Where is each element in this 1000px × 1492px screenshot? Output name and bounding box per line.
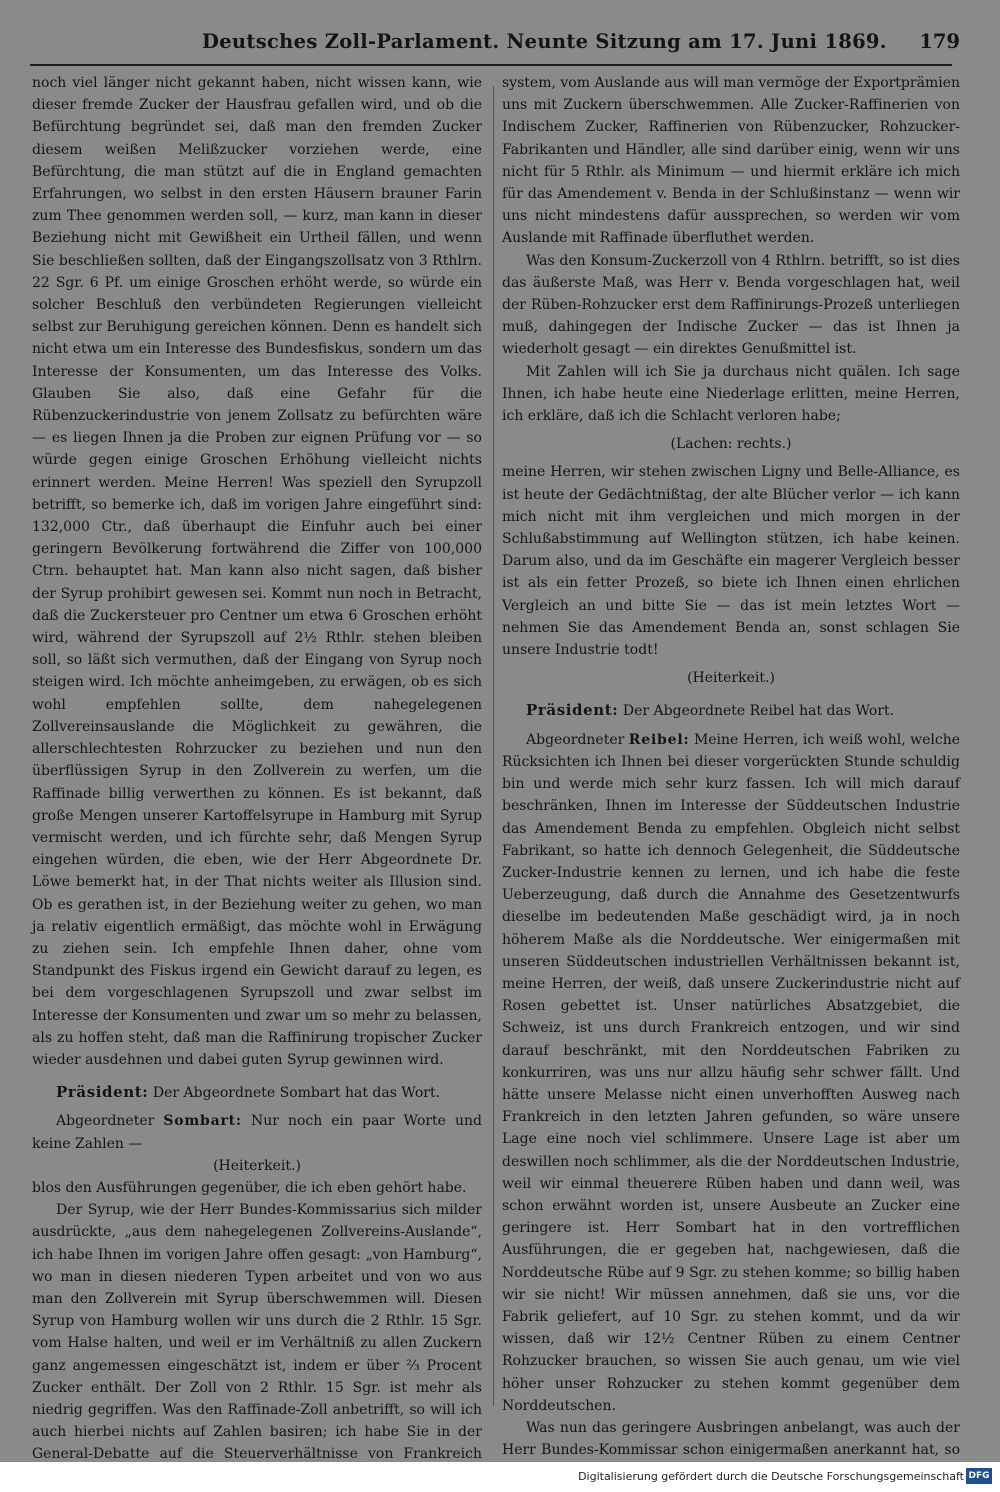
right-column <box>502 72 960 1462</box>
paragraph: blos den Ausführungen gegenüber, die ich eben gehört habe. <box>32 1179 467 1196</box>
speaker-paragraph <box>32 1081 482 1104</box>
paragraph: Der Syrup, wie der Herr Bundes-Kommissarius sich milder ausdrückte, „aus dem nahegelegenen Zollvereins-Auslande“, ich habe Ihnen im vorigen Jahre offen gesagt: „von Hamburg“, wo man in diesen niederen Typen arbeitet und von wo aus man den Zollverein mit Syrup überschwemmen will. Diesen Syrup von Hamburg wollen wir uns durch die 2 Rthlr. 15 Sgr. vom Halse halten, und weil er im Verhältniß zu allen Zuckern ganz angemessen eingeschätzt ist, indem er über ⅔ Procent Zucker enthält. Der Zoll von 2 Rthlr. 15 Sgr. ist mehr als niedrig gegriffen. Was den Raffinade-Zoll anbetrifft, so will ich auch hierbei nichts auf Zahlen basiren; ich habe Sie in der General-Debatte auf die Steuerverhältnisse von Frankreich <box>32 1202 482 1462</box>
dfg-logo: DFG <box>966 1468 992 1484</box>
header-rule <box>30 64 952 66</box>
footer-bar <box>0 1462 1000 1492</box>
speaker-name: Sombart: <box>163 1113 242 1130</box>
paragraph: Was nun das geringere Ausbringen anbelangt, was auch der Herr Bundes-Kommissar schon einigermaßen anerkannt hat, so <box>502 1419 960 1459</box>
funding-credit: Digitalisierung gefördert durch die Deutsche Forschungsgemeinschaft <box>578 1470 964 1483</box>
speaker-label: Präsident: <box>526 701 619 720</box>
interjection: (Heiterkeit.) <box>213 1157 301 1174</box>
speaker-title: Abgeordneter <box>56 1113 155 1130</box>
speaker-name: Reibel: <box>628 731 690 748</box>
speech-text: Der Abgeordnete Sombart hat das Wort. <box>152 1085 441 1102</box>
speech-text: Meine Herren, ich weiß wohl, welche Rücksichten ich Ihnen bei dieser vorgerückten Stunde schuldig bin und werde mich sehr kurz fassen. Ich will mich darauf beschränken, Ihnen im Interesse der Süddeutschen Industrie das Amendement Benda zu empfehlen. Obgleich nicht selbst Fabrikant, so hatte ich dennoch Gelegenheit, die Süddeutsche Zucker-Industrie kennen zu lernen, und ich habe die feste Ueberzeugung, daß durch die Annahme des Gesetzentwurfs dieselbe im bedeutenden Maße geschädigt wird, ja in noch höherem Maße als die Norddeutsche. Wer einigermaßen mit unseren Süddeutschen industriellen Verhältnissen bekannt ist, meine Herren, der weiß, daß unsere Zuckerindustrie nicht auf Rosen gebettet ist. Unser natürliches Absatzgebiet, die Schweiz, ist uns durch Frankreich entzogen, und wir sind darauf beschränkt, mit den Norddeutschen Fabriken zu konkurriren, was uns nur allzu häufig sehr schwer fällt. Und hätte unsere Melasse nicht einen unverhofften Ausweg nach Frankreich in den letzten Jahren gefunden, so wäre unsere Lage eine noch viel schlimmere. Unsere Lage ist aber um deswillen noch schlimmer, als die der Norddeutschen Industrie, weil wir einmal theuerere Rüben haben und dann weil, was schon erwähnt worden ist, unsere Ausbeute an Zucker eine geringere ist. Herr Sombart hat in den vortrefflichen Ausführungen, die er gegeben hat, nachgewiesen, daß die Norddeutsche Rübe auf 9 Sgr. zu stehen komme; so billig haben wir sie nicht! Wir müssen annehmen, daß sie uns, vor die Fabrik geliefert, auf 10 Sgr. zu stehen kommt, und da wir wissen, daß wir 12½ Centner Rüben zu einem Centner Rohzucker brauchen, so wissen Sie auch genau, um wie viel höher unser Rohzucker zu stehen kommt gegenüber dem Norddeutschen. <box>502 731 961 1414</box>
running-title: Deutsches Zoll-Parlament. Neunte Sitzung am 17. Juni 1869. <box>202 30 887 53</box>
left-column <box>32 72 482 1462</box>
speaker-paragraph <box>32 1110 482 1154</box>
column-divider <box>493 86 494 1406</box>
page-number: 179 <box>919 30 960 53</box>
paragraph: Mit Zahlen will ich Sie ja durchaus nicht quälen. Ich sage Ihnen, ich habe heute eine Niederlage erlitten, meine Herren, ich erkläre, daß ich die Schlacht verloren habe; <box>502 363 960 425</box>
speaker-paragraph <box>502 729 960 1417</box>
speech-text: Der Abgeordnete Reibel hat das Wort. <box>622 703 895 720</box>
speaker-paragraph <box>502 699 960 722</box>
paragraph: noch viel länger nicht gekannt haben, nicht wissen kann, wie dieser fremde Zucker der Hausfrau gefallen wird, und ob die Befürchtung begründet sei, daß man den fremden Zucker diesem weißen Melißzucker vorziehen werde, eine Befürchtung, die man stützt auf die in England gemachten Erfahrungen, wo selbst in den ersten Häusern brauner Farin zum Thee genommen werden soll, — kurz, man kann in dieser Beziehung nicht mit Gewißheit ein Urtheil fällen, und wenn Sie beschließen sollten, daß der Eingangszollsatz von 3 Rthlrn. 22 Sgr. 6 Pf. um einige Groschen erhöht werde, so würde ein solcher Beschluß den verbündeten Regierungen vielleicht selbst zur Beruhigung gereichen können. Denn es handelt sich nicht etwa um ein Interesse des Bundesfiskus, sondern um das Interesse der Konsumenten, um das Interesse des Volks. Glauben Sie also, daß eine Gefahr für die Rübenzuckerindustrie von jenem Zollsatz zu befürchten wäre — es liegen Ihnen ja die Proben zur eignen Prüfung vor — so würde gegen einige Groschen Erhöhung vielleicht nichts erinnert werden. Meine Herren! Was speziell den Syrupzoll betrifft, so bemerke ich, daß im vorigen Jahre eingeführt sind: 132,000 Ctr., daß überhaupt die Einfuhr auch bei einer geringern Bevölkerung fortwährend die Ziffer von 100,000 Ctrn. behauptet hat. Man kann also nicht sagen, daß bisher der Syrup prohibirt gewesen sei. Kommt nun noch in Betracht, daß die Zuckersteuer pro Centner um etwa 6 Groschen erhöht wird, während der Syrupszoll auf 2½ Rthlr. stehen bleiben soll, so läßt sich vermuthen, daß der Eingang von Syrup noch steigen wird. Ich möchte anheimgeben, zu erwägen, ob es sich wohl empfehlen sollte, dem nahegelegenen Zollvereinsauslande die Möglichkeit zu gewähren, die allerschlechtesten Rohrzucker zu beziehen und nun den überflüssigen Syrup in den Zollverein zu werfen, um die Raffinade billig verwerthen zu können. Es ist bekannt, daß große Mengen unserer Kartoffelsyrupe in Hamburg mit Syrup vermischt werden, und ich fürchte sehr, daß Mengen Syrup eingehen würden, die eben, wie der Herr Abgeordnete Dr. Löwe bemerkt hat, in der That nichts weiter als Illusion sind. Ob es gerathen ist, in der Beziehung weiter zu gehen, wo man ja relativ eigentlich ermäßigt, das möchte wohl in Erwägung zu ziehen sein. Ich empfehle Ihnen daher, ohne vom Standpunkt des Fiskus irgend ein Gewicht darauf zu legen, es bei dem vorgeschlagenen Syrupszoll und zwar selbst im Interesse der Konsumenten und zwar um so mehr zu belassen, als zu hoffen steht, daß man die Raffinirung tropischer Zucker wieder ausdehnen und dabei guten Syrup gewinnen wird. <box>32 75 482 1068</box>
paragraph: system, vom Auslande aus will man vermöge der Exportprämien uns mit Zuckern überschwemmen. Alle Zucker-Raffinerien von Indischem Zucker, Raffinerien von Rübenzucker, Rohzucker-Fabrikanten und Händler, alle sind darüber einig, wenn wir uns nicht für 5 Rthlr. als Minimum — und hiermit erkläre ich mich für das Amendement v. Benda in der Schlußinstanz — wenn wir uns nicht mindestens dafür aussprechen, so werden wir vom Auslande mit Raffinade überfluthet werden. <box>502 75 960 247</box>
interjection: (Heiterkeit.) <box>687 670 775 687</box>
paragraph: meine Herren, wir stehen zwischen Ligny und Belle-Alliance, es ist heute der Gedächtnißtag, der alte Blücher verlor — ich kann mich nicht mit ihm vergleichen und mich morgen in der Schlußabstimmung auf Wellington stützen, ich habe keinen. Darum also, und da im Geschäfte ein magerer Vergleich besser ist als ein fetter Prozeß, so biete ich Ihnen einen ehrlichen Vergleich an und bitte Sie — das ist mein letztes Wort — nehmen Sie das Amendement Benda an, sonst schlagen Sie unsere Industrie todt! <box>502 464 960 659</box>
running-header <box>30 26 960 60</box>
paragraph: Was den Konsum-Zuckerzoll von 4 Rthlrn. betrifft, so ist dies das äußerste Maß, was Herr v. Benda vorgeschlagen hat, weil der Rüben-Rohzucker erst dem Raffinirungs-Prozeß unterliegen muß, dahingegen der Indische Zucker — das ist Ihnen ja wiederholt gesagt — ein direktes Genußmittel ist. <box>502 252 960 358</box>
speaker-title: Abgeordneter <box>526 731 625 748</box>
speech-text: Nur noch ein paar Worte und keine Zahlen — <box>32 1113 483 1152</box>
speaker-label: Präsident: <box>56 1083 149 1102</box>
interjection: (Lachen: rechts.) <box>670 436 792 453</box>
